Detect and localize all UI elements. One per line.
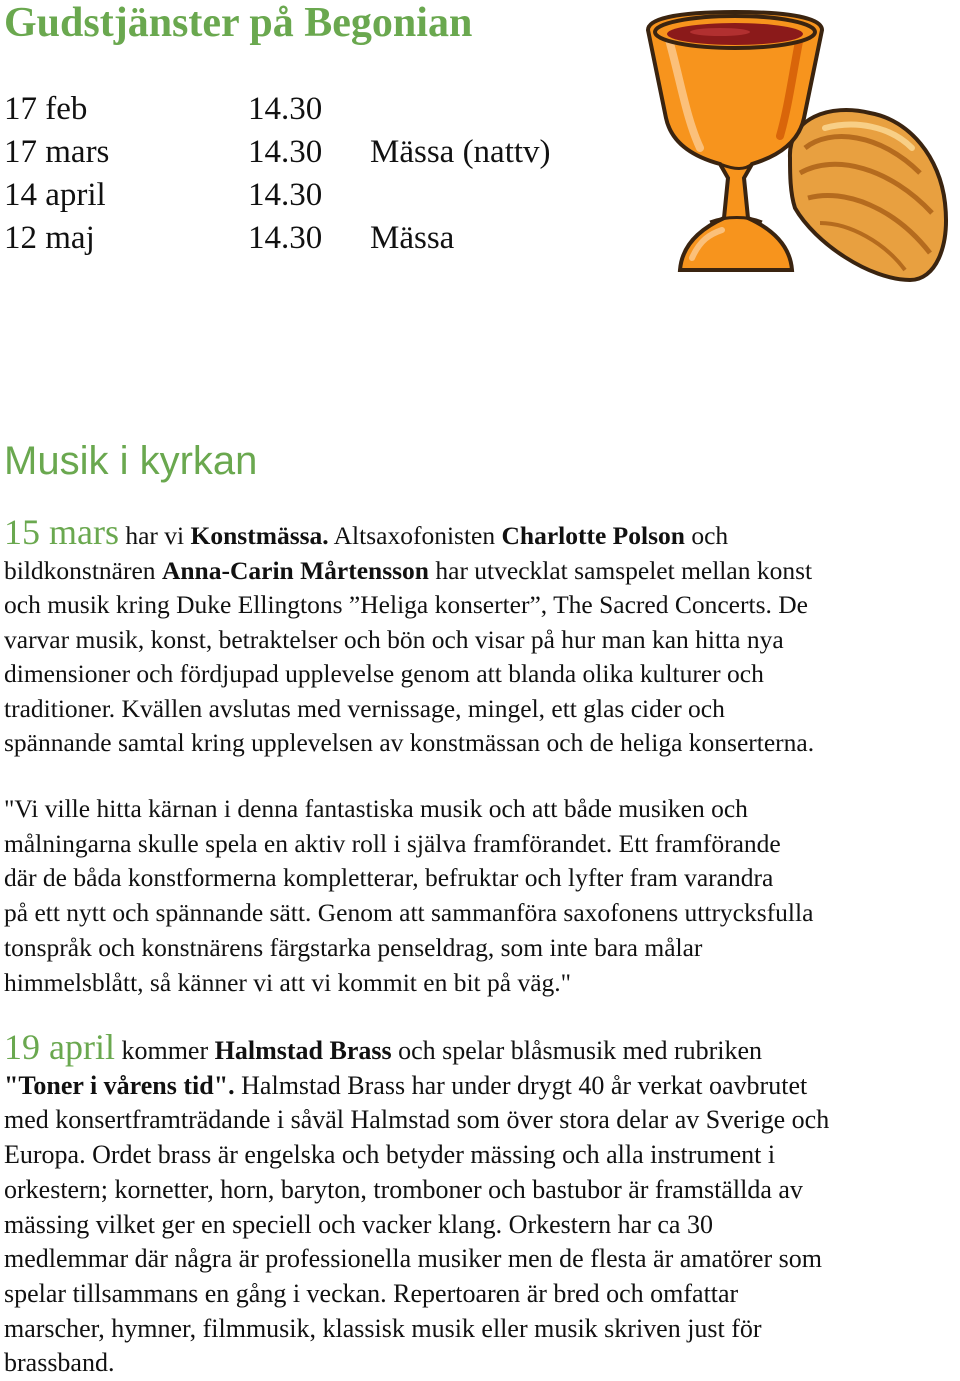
performer-name: Halmstad Brass [214, 1036, 392, 1065]
text-line: orkestern; kornetter, horn, baryton, tromboner och bastubor är framställda av [4, 1174, 803, 1204]
text-run: och spelar blåsmusik med rubriken [391, 1036, 763, 1065]
schedule-date: 14 april [4, 177, 106, 213]
page-title: Gudstjänster på Begonian [4, 0, 473, 46]
artist-name: Anna-Carin Mårtensson [161, 555, 429, 585]
text-line [4, 554, 960, 589]
text-line: målningarna skulle spela en aktiv roll i själva framförandet. Ett framförande [4, 828, 781, 858]
event-name: Konstmässa. [190, 521, 329, 550]
text-run: bildkonstnären [4, 555, 162, 585]
event-date: 15 mars [4, 512, 119, 552]
text-line: där de båda konstformerna kompletterar, befruktar och lyfter fram varandra [4, 863, 774, 893]
text-line: himmelsblått, så känner vi att vi kommit en bit på väg." [4, 967, 572, 997]
text-line: "Vi ville hitta kärnan i denna fantastiska musik och att både musiken och [4, 794, 748, 823]
text-run: och [684, 521, 729, 550]
text-run: Altsaxofonisten [328, 521, 502, 550]
text-line [4, 1027, 960, 1069]
text-line: medlemmar där några är professionella musiker men de flesta är amatörer som [4, 1244, 822, 1274]
schedule-date: 17 feb [4, 91, 88, 127]
schedule-desc: Mässa [370, 220, 455, 256]
quote-paragraph [4, 792, 960, 1000]
text-run: har utvecklat samspelet mellan konst [429, 555, 813, 585]
bread-icon [790, 110, 946, 280]
schedule-date: 12 maj [4, 220, 95, 256]
schedule-time: 14.30 [248, 220, 323, 256]
text-line [4, 512, 960, 554]
event-date: 19 april [4, 1027, 115, 1067]
text-line: på ett nytt och spännande sätt. Genom att sammanföra saxofonens uttrycksfulla [4, 898, 814, 928]
text-line: marscher, hymner, filmmusik, klassisk musik eller musik skriven just för [4, 1313, 762, 1343]
text-line: dimensioner och fördjupad upplevelse genom att blanda olika kulturer och [4, 659, 764, 688]
halmstad-brass-paragraph [4, 1027, 960, 1381]
text-line [4, 1069, 960, 1104]
text-line: spännande samtal kring upplevelsen av konstmässan och de heliga konserterna. [4, 728, 815, 757]
text-line: Europa. Ordet brass är engelska och betyder mässing och alla instrument i [4, 1140, 776, 1170]
text-line: mässing vilket ger en speciell och vacker klang. Orkestern har ca 30 [4, 1209, 713, 1239]
section-heading: Musik i kyrkan [4, 439, 258, 483]
text-line: och musik kring Duke Ellingtons ”Heliga konserter”, The Sacred Concerts. De [4, 590, 808, 619]
text-line: varvar musik, konst, betraktelser och bön och visar på hur man kan hitta nya [4, 624, 784, 654]
text-line: brassband. [4, 1348, 115, 1378]
text-line: tonspråk och konstnärens färgstarka penseldrag, som inte bara målar [4, 932, 703, 962]
schedule-desc: Mässa (nattv) [370, 134, 551, 170]
text-line: spelar tillsammans en gång i veckan. Repertoaren är bred och omfattar [4, 1278, 739, 1308]
text-line: med konsertframträdande i såväl Halmstad som över stora delar av Sverige och [4, 1105, 830, 1135]
concert-title: "Toner i vårens tid". [4, 1070, 235, 1100]
text-run: har vi [118, 521, 191, 550]
schedule-time: 14.30 [248, 134, 323, 170]
konstmassa-paragraph [4, 512, 960, 761]
text-run: kommer [114, 1036, 215, 1065]
chalice-and-bread-icon [640, 8, 952, 284]
text-run: Halmstad Brass har under drygt 40 år verkat oavbrutet [234, 1070, 808, 1100]
text-line: traditioner. Kvällen avslutas med vernissage, mingel, ett glas cider och [4, 693, 725, 723]
performer-name: Charlotte Polson [501, 521, 685, 550]
schedule-date: 17 mars [4, 134, 110, 170]
schedule-time: 14.30 [248, 91, 323, 127]
schedule-time: 14.30 [248, 177, 323, 213]
